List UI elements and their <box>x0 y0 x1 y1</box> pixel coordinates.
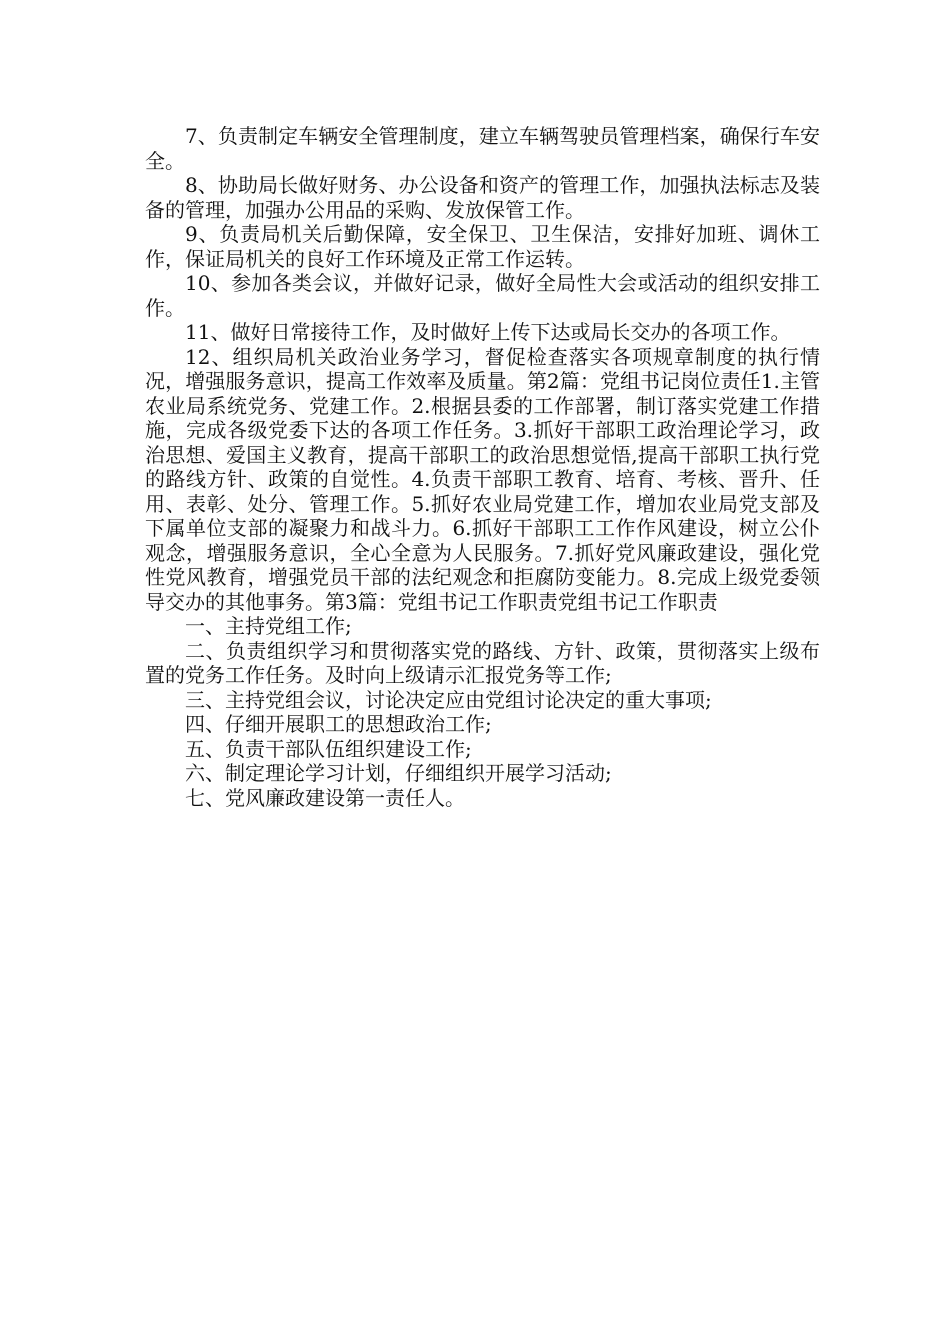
paragraph-item-7: 7、负责制定车辆安全管理制度，建立车辆驾驶员管理档案，确保行车安全。 <box>145 124 820 173</box>
paragraph-item-8: 8、协助局长做好财务、办公设备和资产的管理工作，加强执法标志及装备的管理，加强办公用品的采购、发放保管工作。 <box>145 173 820 222</box>
duty-item-7: 七、党风廉政建设第一责任人。 <box>185 785 465 810</box>
paragraph-item-9: 9、负责局机关后勤保障，安全保卫、卫生保洁，安排好加班、调休工作，保证局机关的良好工作环境及正常工作运转。 <box>145 222 820 271</box>
duty-item-1: 一、主持党组工作; <box>185 614 352 638</box>
duty-item-4: 四、仔细开展职工的思想政治工作; <box>185 712 492 736</box>
document-body <box>145 124 820 810</box>
paragraph-item-11: 11、做好日常接待工作，及时做好上传下达或局长交办的各项工作。 <box>185 320 791 344</box>
duty-item-6: 六、制定理论学习计划，仔细组织开展学习活动; <box>185 761 612 785</box>
paragraph-item-10: 10、参加各类会议，并做好记录，做好全局性大会或活动的组织安排工作。 <box>145 271 820 320</box>
duty-item-3: 三、主持党组会议，讨论决定应由党组讨论决定的重大事项; <box>185 687 712 712</box>
paragraph-item-12: 12、组织局机关政治业务学习，督促检查落实各项规章制度的执行情况，增强服务意识，提高工作效率及质量。第2篇：党组书记岗位责任1.主管农业局系统党务、党建工作。2.根据县委的工作部署，制订落实党建工作措施，完成各级党委下达的各项工作任务。3.抓好干部职工政治理论学习，政治思想、爱国主义教育，提高干部职工的政治思想觉悟,提高干部职工执行党的路线方针、政策的自觉性。4.负责干部职工教育、培育、考核、晋升、任用、表彰、处分、管理工作。5.抓好农业局党建工作，增加农业局党支部及下属单位支部的凝聚力和战斗力。6.抓好干部职工工作作风建设，树立公仆观念，增强服务意识，全心全意为人民服务。7.抓好党风廉政建设，强化党性党风教育，增强党员干部的法纪观念和拒腐防变能力。8.完成上级党委领导交办的其他事务。第3篇：党组书记工作职责党组书记工作职责 <box>145 344 820 614</box>
duty-item-5: 五、负责干部队伍组织建设工作; <box>185 736 472 761</box>
duty-item-2: 二、负责组织学习和贯彻落实党的路线、方针、政策，贯彻落实上级布置的党务工作任务。及时向上级请示汇报党务等工作; <box>145 638 820 687</box>
